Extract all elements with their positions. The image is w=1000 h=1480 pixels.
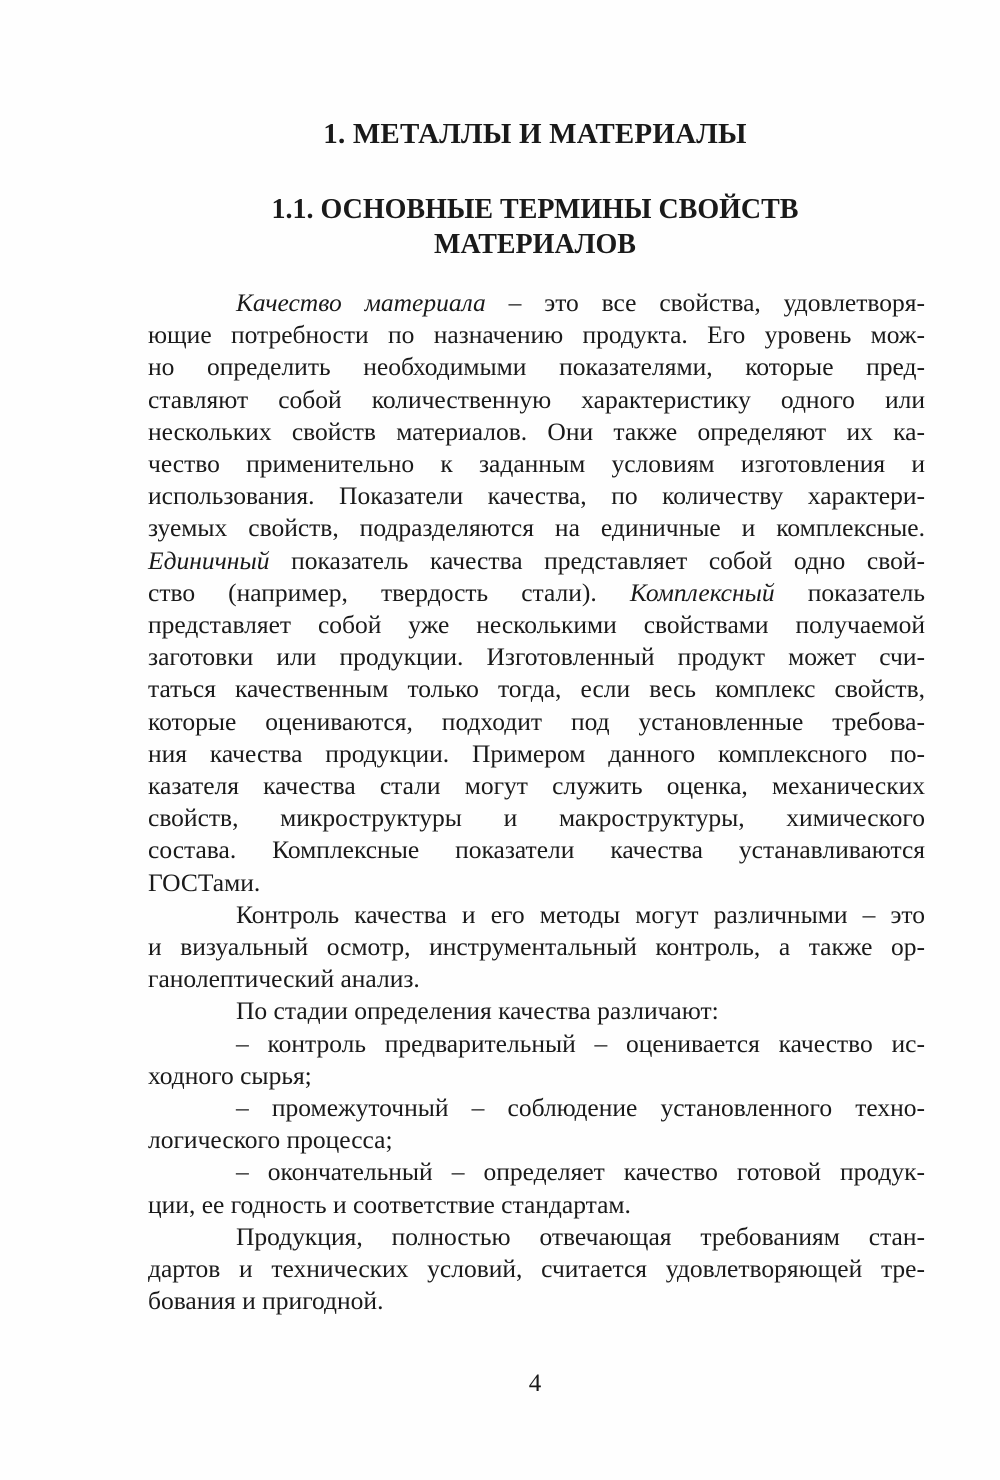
text-line: – промежуточный – соблюдение установленного техно-: [236, 1093, 925, 1123]
text-line: ганолептический анализ.: [148, 964, 420, 994]
text-line: и визуальный осмотр, инструментальный контроль, а также ор-: [148, 932, 925, 962]
list-item-intermediate: [148, 1092, 925, 1156]
term-complex: Комплексный: [629, 577, 775, 607]
term-single: Единичный: [148, 545, 270, 575]
section-title: [100, 192, 970, 262]
text-line: использования. Показатели качества, по количеству характери-: [148, 481, 925, 511]
text-line: ющие потребности по назначению продукта. Его уровень мож-: [148, 320, 925, 350]
text-line: дартов и технических условий, считается удовлетворяющей тре-: [148, 1254, 925, 1284]
list-item-preliminary: [148, 1028, 925, 1092]
page-number: 4: [528, 1370, 542, 1397]
paragraph-conforming-products: [148, 1221, 925, 1318]
text-line: таться качественным только тогда, если весь комплекс свойств,: [148, 674, 925, 704]
paragraph-quality-definition: [148, 287, 925, 899]
text-line: нескольких свойств материалов. Они также определяют их ка-: [148, 416, 925, 446]
text-line: состава. Комплексные показатели качества устанавливаются: [148, 835, 925, 865]
paragraph-quality-control: [148, 899, 925, 996]
text-line: ния качества продукции. Примером данного комплексного по-: [148, 738, 925, 768]
text-line: Единичный показатель качества представляет собой одно свой-: [148, 545, 925, 575]
text-line: ГОСТами.: [148, 867, 261, 897]
text-line: ции, ее годность и соответствие стандартам.: [148, 1189, 631, 1219]
text-line: зуемых свойств, подразделяются на единичные и комплексные.: [148, 513, 925, 543]
text-line: Качество материала – это все свойства, удовлетворя-: [236, 288, 925, 317]
text-line: но определить необходимыми показателями, которые пред-: [148, 352, 925, 382]
list-item-final: [148, 1156, 925, 1220]
text-line: казателя качества стали могут служить оценка, механических: [148, 771, 925, 801]
text-line: Продукция, полностью отвечающая требованиям стан-: [236, 1221, 925, 1251]
text-line: которые оцениваются, подходит под установленные требова-: [148, 706, 925, 736]
term-quality: Качество материала: [236, 288, 486, 317]
text-line: бования и пригодной.: [148, 1286, 384, 1316]
text-line: ство (например, твердость стали). Комплексный показатель: [148, 577, 926, 607]
text-line: Контроль качества и его методы могут различными – это: [236, 899, 925, 929]
section-title-line-1: 1.1. ОСНОВНЫЕ ТЕРМИНЫ СВОЙСТВ: [271, 194, 799, 225]
paragraph-stages-intro: [148, 995, 925, 1027]
text-line: – окончательный – определяет качество готовой продук-: [236, 1157, 925, 1187]
text-line: ходного сырья;: [148, 1060, 312, 1090]
text-line: свойств, микроструктуры и макроструктуры, химического: [148, 803, 925, 833]
text-line: – контроль предварительный – оценивается качество ис-: [236, 1028, 925, 1058]
text-line: представляет собой уже несколькими свойствами получаемой: [148, 610, 925, 640]
text-line: чество применительно к заданным условиям изготовления и: [148, 449, 925, 479]
section-title-line-2: МАТЕРИАЛОВ: [434, 229, 636, 260]
text-line: ставляют собой количественную характеристику одного или: [148, 384, 925, 414]
body-text: [148, 287, 925, 1318]
text-line: логического процесса;: [148, 1125, 393, 1155]
text-line: По стадии определения качества различают:: [236, 996, 719, 1026]
chapter-title: 1. МЕТАЛЛЫ И МАТЕРИАЛЫ: [323, 118, 747, 150]
text-line: заготовки или продукции. Изготовленный продукт может счи-: [148, 642, 925, 672]
